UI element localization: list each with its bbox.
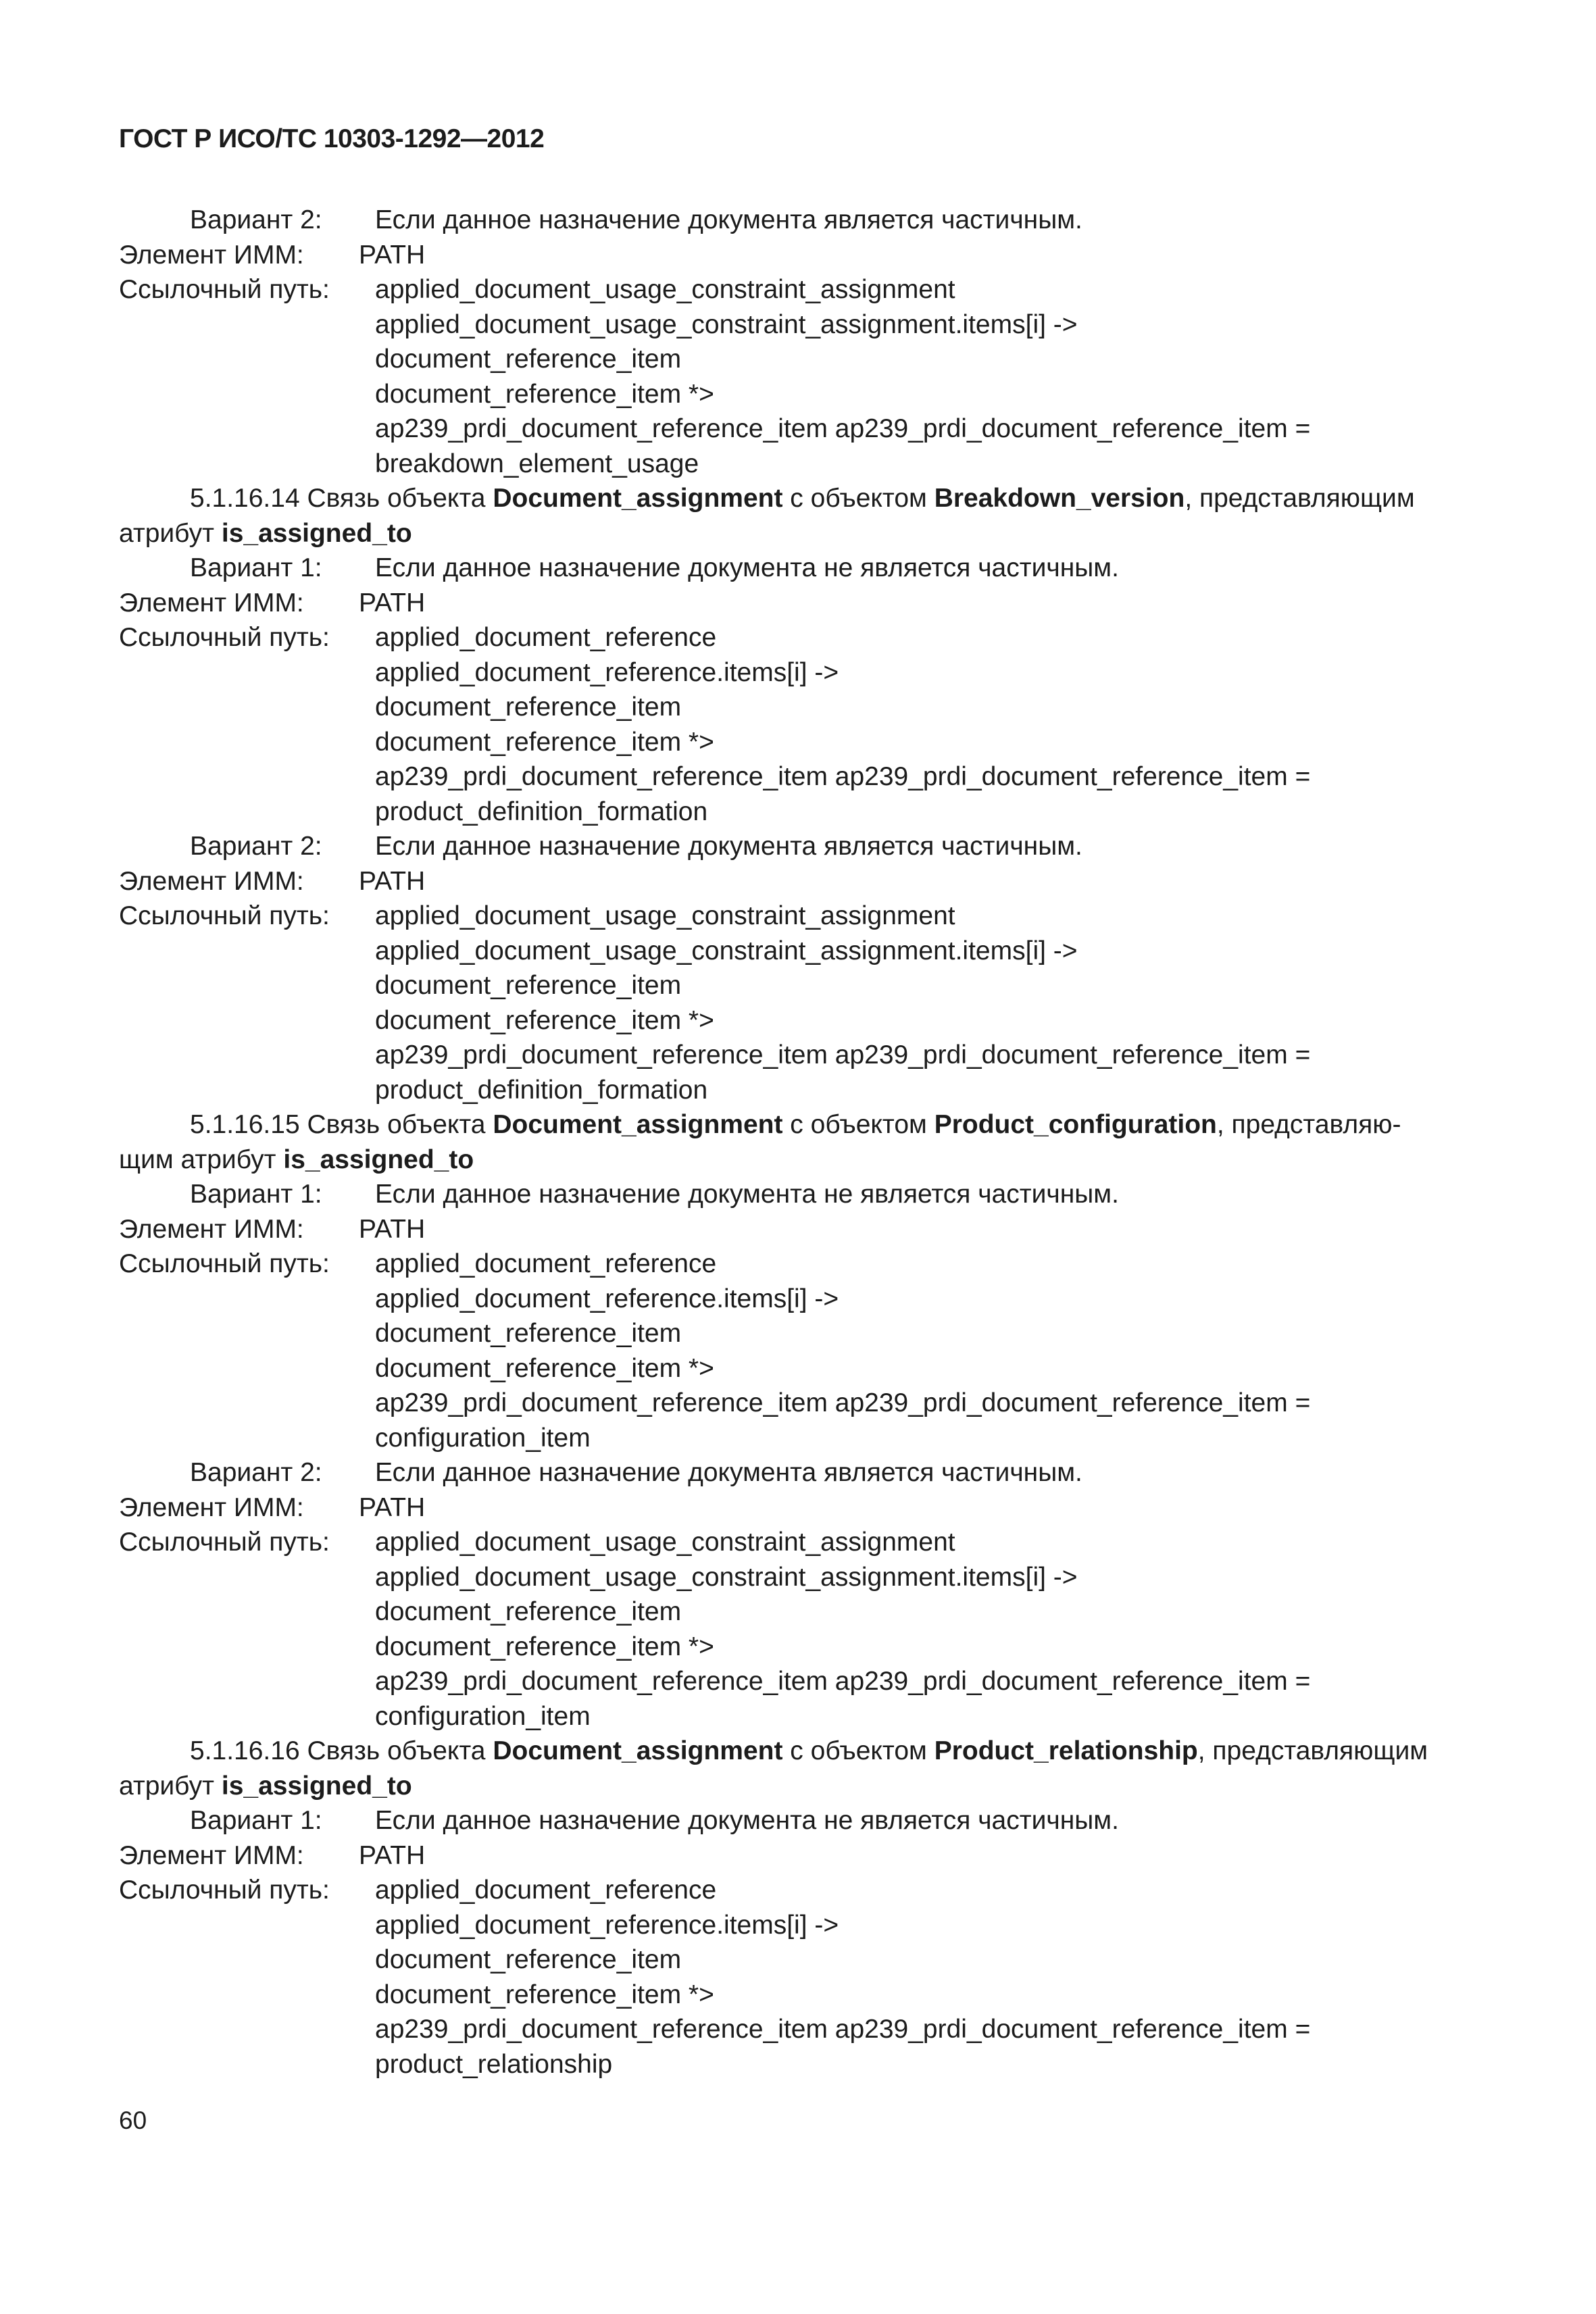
reference-path-line: product_relationship <box>375 2049 613 2079</box>
reference-path-row <box>119 934 1477 969</box>
reference-path-row <box>119 899 1477 934</box>
reference-path-row <box>119 1699 1477 1734</box>
reference-path-line: ap239_prdi_document_reference_item ap239_prdi_document_reference_item = <box>375 414 1311 443</box>
reference-path-line: document_reference_item <box>375 693 682 722</box>
mim-element-row <box>119 1490 1477 1526</box>
reference-path-row <box>119 272 1477 307</box>
reference-path-line: document_reference_item *> <box>375 1632 714 1661</box>
reference-path-line: applied_document_reference.items[i] -> <box>375 1910 839 1940</box>
reference-path-row <box>119 2047 1477 2082</box>
reference-path-row <box>119 690 1477 725</box>
section-heading <box>119 481 1477 516</box>
mim-element-label: Элемент ИММ: <box>119 1492 304 1522</box>
reference-path-row <box>119 1873 1477 1908</box>
mim-element-row <box>119 1838 1477 1873</box>
reference-path-row <box>119 1594 1477 1630</box>
attribute-name: is_assigned_to <box>283 1145 474 1174</box>
reference-path-row <box>119 1282 1477 1317</box>
reference-path-label: Ссылочный путь: <box>119 1528 330 1557</box>
source-entity-name: Document_assignment <box>493 484 783 513</box>
attribute-name: is_assigned_to <box>221 1771 412 1801</box>
mim-element-row <box>119 864 1477 899</box>
section-heading-text: , представляю- <box>1216 1110 1401 1139</box>
variant-text: Если данное назначение документа является частичным. <box>375 205 1082 234</box>
reference-path-line: product_definition_formation <box>375 1075 708 1105</box>
reference-path-line: product_definition_formation <box>375 797 708 826</box>
section-heading-text: , представляющим <box>1197 1736 1428 1765</box>
reference-path-line: document_reference_item *> <box>375 379 714 409</box>
section-heading-text: с объектом <box>782 1110 934 1139</box>
mim-element-label: Элемент ИММ: <box>119 588 304 618</box>
reference-path-line: breakdown_element_usage <box>375 449 699 478</box>
reference-path-row <box>119 411 1477 447</box>
reference-path-line: document_reference_item <box>375 345 682 374</box>
reference-path-line: applied_document_usage_constraint_assignment.items[i] -> <box>375 936 1078 965</box>
reference-path-row <box>119 447 1477 482</box>
standard-header: ГОСТ Р ИСО/ТС 10303-1292—2012 <box>119 124 545 153</box>
mim-element-value: PATH <box>359 866 426 896</box>
variant-label: Вариант 1: <box>190 1180 322 1209</box>
variant-text: Если данное назначение документа является частичным. <box>375 1458 1082 1487</box>
section-heading-text: атрибут <box>119 518 222 548</box>
reference-path-row <box>119 1351 1477 1386</box>
reference-path-row <box>119 655 1477 690</box>
target-entity-name: Breakdown_version <box>934 484 1185 513</box>
reference-path-row <box>119 1421 1477 1456</box>
document-body <box>119 203 1477 2082</box>
variant-text: Если данное назначение документа не является частичным. <box>375 1180 1119 1209</box>
mim-element-label: Элемент ИММ: <box>119 866 304 896</box>
variant-label: Вариант 2: <box>190 1458 322 1487</box>
mim-element-value: PATH <box>359 588 426 618</box>
variant-text: Если данное назначение документа является частичным. <box>375 832 1082 861</box>
mim-element-row <box>119 238 1477 273</box>
reference-path-line: configuration_item <box>375 1701 591 1731</box>
mim-element-label: Элемент ИММ: <box>119 240 304 270</box>
reference-path-row <box>119 377 1477 412</box>
variant-label: Вариант 2: <box>190 205 322 234</box>
section-heading-text: атрибут <box>119 1771 222 1801</box>
reference-path-row <box>119 1560 1477 1595</box>
variant-label: Вариант 1: <box>190 553 322 582</box>
target-entity-name: Product_relationship <box>934 1736 1198 1765</box>
reference-path-row <box>119 1664 1477 1699</box>
reference-path-line: document_reference_item *> <box>375 1005 714 1035</box>
reference-path-line: applied_document_reference <box>375 1876 717 1905</box>
mim-element-value: PATH <box>359 1214 426 1244</box>
reference-path-label: Ссылочный путь: <box>119 1876 330 1905</box>
section-heading <box>119 1734 1477 1769</box>
reference-path-label: Ссылочный путь: <box>119 901 330 930</box>
reference-path-row <box>119 1908 1477 1943</box>
variant-row <box>119 551 1477 586</box>
reference-path-row <box>119 1386 1477 1421</box>
reference-path-row <box>119 342 1477 377</box>
section-heading-text: с объектом <box>782 484 934 513</box>
section-heading-continuation <box>119 516 1477 551</box>
reference-path-line: applied_document_usage_constraint_assignment <box>375 275 955 304</box>
section-heading-text: с объектом <box>782 1736 934 1765</box>
reference-path-line: configuration_item <box>375 1423 591 1453</box>
reference-path-line: ap239_prdi_document_reference_item ap239_prdi_document_reference_item = <box>375 2015 1311 2044</box>
reference-path-line: document_reference_item <box>375 1945 682 1974</box>
section-heading-number: 5.1.16.16 Связь объекта <box>190 1736 493 1765</box>
reference-path-line: ap239_prdi_document_reference_item ap239_prdi_document_reference_item = <box>375 762 1311 791</box>
mim-element-label: Элемент ИММ: <box>119 1214 304 1244</box>
variant-label: Вариант 1: <box>190 1806 322 1835</box>
reference-path-line: document_reference_item *> <box>375 1353 714 1383</box>
reference-path-label: Ссылочный путь: <box>119 275 330 304</box>
attribute-name: is_assigned_to <box>221 518 412 548</box>
reference-path-line: document_reference_item <box>375 1319 682 1348</box>
reference-path-line: applied_document_reference <box>375 623 717 652</box>
reference-path-line: document_reference_item *> <box>375 1980 714 2009</box>
reference-path-row <box>119 1247 1477 1282</box>
variant-row <box>119 1177 1477 1212</box>
section-heading-text: щим атрибут <box>119 1145 284 1174</box>
variant-row <box>119 203 1477 238</box>
section-heading-continuation <box>119 1142 1477 1178</box>
section-heading-number: 5.1.16.15 Связь объекта <box>190 1110 493 1139</box>
reference-path-line: ap239_prdi_document_reference_item ap239_prdi_document_reference_item = <box>375 1040 1311 1070</box>
variant-label: Вариант 2: <box>190 832 322 861</box>
reference-path-row <box>119 1978 1477 2013</box>
reference-path-row <box>119 307 1477 343</box>
section-heading-text: , представляющим <box>1184 484 1415 513</box>
mim-element-row <box>119 1212 1477 1247</box>
reference-path-row <box>119 1630 1477 1665</box>
reference-path-line: applied_document_reference <box>375 1249 717 1278</box>
reference-path-row <box>119 1525 1477 1560</box>
page-number: 60 <box>119 2107 147 2134</box>
variant-row <box>119 829 1477 864</box>
reference-path-row <box>119 1003 1477 1038</box>
section-heading-number: 5.1.16.14 Связь объекта <box>190 484 493 513</box>
variant-text: Если данное назначение документа не является частичным. <box>375 1806 1119 1835</box>
reference-path-row <box>119 1073 1477 1108</box>
reference-path-label: Ссылочный путь: <box>119 623 330 652</box>
variant-row <box>119 1803 1477 1838</box>
reference-path-row <box>119 1316 1477 1351</box>
mim-element-value: PATH <box>359 1840 426 1870</box>
mim-element-value: PATH <box>359 240 426 270</box>
reference-path-line: applied_document_reference.items[i] -> <box>375 657 839 687</box>
source-entity-name: Document_assignment <box>493 1736 783 1765</box>
section-heading-continuation <box>119 1769 1477 1804</box>
section-heading <box>119 1107 1477 1142</box>
reference-path-line: document_reference_item *> <box>375 727 714 757</box>
reference-path-line: applied_document_reference.items[i] -> <box>375 1284 839 1313</box>
reference-path-line: ap239_prdi_document_reference_item ap239_prdi_document_reference_item = <box>375 1667 1311 1696</box>
mim-element-label: Элемент ИММ: <box>119 1840 304 1870</box>
source-entity-name: Document_assignment <box>493 1110 783 1139</box>
reference-path-line: document_reference_item <box>375 971 682 1000</box>
reference-path-row <box>119 725 1477 760</box>
reference-path-line: document_reference_item <box>375 1597 682 1626</box>
variant-text: Если данное назначение документа не является частичным. <box>375 553 1119 582</box>
reference-path-row <box>119 1038 1477 1073</box>
reference-path-line: applied_document_usage_constraint_assignment.items[i] -> <box>375 1562 1078 1592</box>
reference-path-row <box>119 795 1477 830</box>
target-entity-name: Product_configuration <box>934 1110 1217 1139</box>
reference-path-row <box>119 968 1477 1003</box>
mim-element-row <box>119 586 1477 621</box>
reference-path-row <box>119 759 1477 795</box>
reference-path-row <box>119 1942 1477 1978</box>
reference-path-line: applied_document_usage_constraint_assignment <box>375 1528 955 1557</box>
reference-path-line: ap239_prdi_document_reference_item ap239_prdi_document_reference_item = <box>375 1388 1311 1417</box>
reference-path-line: applied_document_usage_constraint_assignment <box>375 901 955 930</box>
mim-element-value: PATH <box>359 1492 426 1522</box>
reference-path-line: applied_document_usage_constraint_assignment.items[i] -> <box>375 309 1078 339</box>
reference-path-row <box>119 2012 1477 2047</box>
variant-row <box>119 1455 1477 1490</box>
reference-path-row <box>119 620 1477 655</box>
reference-path-label: Ссылочный путь: <box>119 1249 330 1278</box>
